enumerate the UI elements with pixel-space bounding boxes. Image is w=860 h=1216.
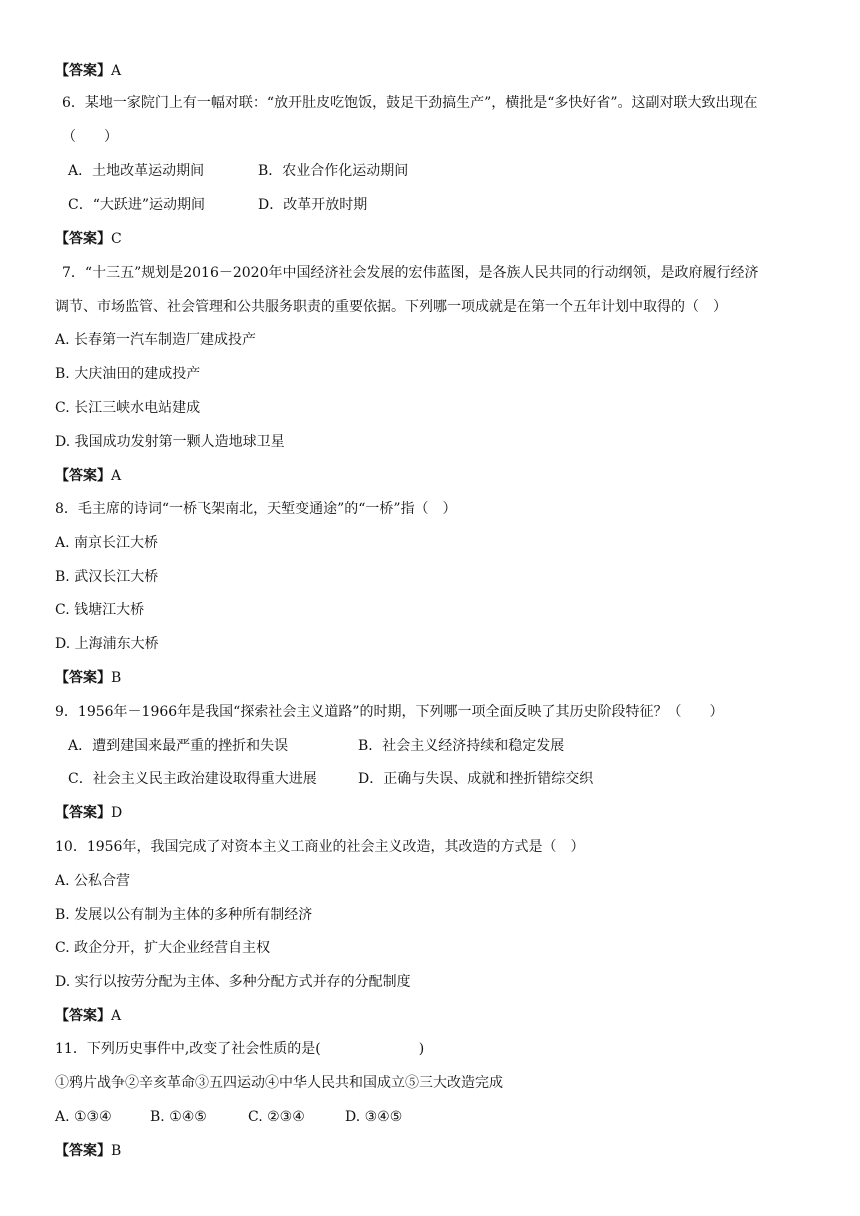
q8-option-d: D. 上海浦东大桥	[55, 636, 159, 652]
q6-stem-line1: 6．某地一家院门上有一幅对联：“放开肚皮吃饱饭，鼓足干劲搞生产”，横批是“多快好省”。这副对联大致出现在	[62, 95, 758, 111]
q11-stem: 11．下列历史事件中,改变了社会性质的是( )	[55, 1041, 425, 1057]
q8-option-a: A. 南京长江大桥	[55, 535, 159, 551]
q10-option-b: B. 发展以公有制为主体的多种所有制经济	[55, 907, 313, 923]
q11-option-b: B. ①④⑤	[150, 1109, 207, 1125]
q8-stem: 8．毛主席的诗词“一桥飞架南北，天堑变通途”的“一桥”指（ ）	[55, 501, 457, 517]
q11-events: ①鸦片战争②辛亥革命③五四运动④中华人民共和国成立⑤三大改造完成	[55, 1075, 503, 1091]
q10-option-d: D. 实行以按劳分配为主体、多种分配方式并存的分配制度	[55, 974, 411, 990]
q7-option-d: D. 我国成功发射第一颗人造地球卫星	[55, 434, 285, 450]
q8-option-c: C. 钱塘江大桥	[55, 602, 145, 618]
q10-option-a: A. 公私合营	[55, 873, 131, 889]
q11-option-a: A. ①③④	[55, 1109, 112, 1125]
q6-option-b: B．农业合作化运动期间	[258, 163, 409, 179]
q5-answer: 【答案】A	[55, 63, 122, 79]
q7-answer: 【答案】A	[55, 468, 122, 484]
q6-option-c: C．“大跃进”运动期间	[68, 197, 206, 213]
q6-answer: 【答案】C	[55, 231, 122, 247]
q9-option-a: A．遭到建国来最严重的挫折和失误	[68, 738, 289, 754]
q8-option-b: B. 武汉长江大桥	[55, 569, 159, 585]
q10-option-c: C. 政企分开，扩大企业经营自主权	[55, 940, 271, 956]
q10-stem: 10．1956年，我国完成了对资本主义工商业的社会主义改造，其改造的方式是（ ）	[55, 839, 585, 855]
q6-option-d: D．改革开放时期	[258, 197, 368, 213]
q9-option-d: D．正确与失误、成就和挫折错综交织	[358, 771, 594, 787]
q8-answer: 【答案】B	[55, 670, 122, 686]
q10-answer: 【答案】A	[55, 1008, 122, 1024]
q9-option-b: B．社会主义经济持续和稳定发展	[358, 738, 565, 754]
q9-stem: 9．1956年－1966年是我国“探索社会主义道路”的时期，下列哪一项全面反映了其历史阶段特征？（ ）	[55, 704, 724, 720]
q11-option-d: D. ③④⑤	[345, 1109, 403, 1125]
q6-stem-line2: （ ）	[62, 129, 118, 145]
q9-option-c: C．社会主义民主政治建设取得重大进展	[68, 771, 317, 787]
q7-stem-line2: 调节、市场监管、社会管理和公共服务职责的重要依据。下列哪一项成就是在第一个五年计划中取得的（ ）	[55, 299, 727, 315]
q7-option-a: A. 长春第一汽车制造厂建成投产	[55, 332, 257, 348]
q7-option-c: C. 长江三峡水电站建成	[55, 400, 201, 416]
q9-answer: 【答案】D	[55, 805, 123, 821]
q7-stem-line1: 7．“十三五”规划是2016－2020年中国经济社会发展的宏伟蓝图，是各族人民共同的行动纲领，是政府履行经济	[62, 265, 759, 281]
q6-option-a: A．土地改革运动期间	[68, 163, 205, 179]
q11-answer: 【答案】B	[55, 1143, 122, 1159]
q11-option-c: C. ②③④	[248, 1109, 305, 1125]
q7-option-b: B. 大庆油田的建成投产	[55, 366, 201, 382]
